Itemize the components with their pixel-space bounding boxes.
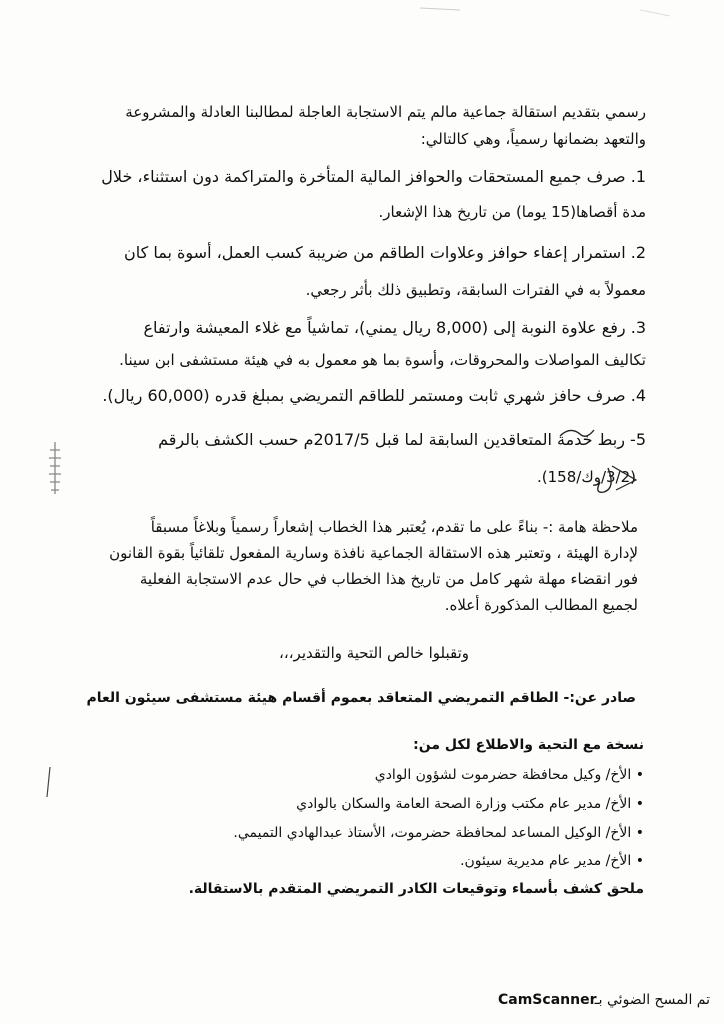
- demand-4-line-1: 4. صرف حافز شهري ثابت ومستمر للطاقم التمريضي بمبلغ قدره (60,000 ريال).: [102, 386, 646, 405]
- margin-tick-mark: [44, 765, 54, 805]
- cc-item-3: • الأخ/ الوكيل المساعد لمحافظة حضرموت، الأستاذ عبدالهادي التميمي.: [233, 825, 644, 841]
- camscanner-footer-brand: CamScanner: [498, 992, 597, 1008]
- demand-5-line-2: (3/2/وك/158).: [537, 468, 636, 486]
- demand-1-line-1: 1. صرف جميع المستحقات والحوافز المالية المتأخرة والمتراكمة دون استثناء، خلال: [101, 167, 646, 186]
- note-line-3: فور انقضاء مهلة شهر كامل من تاريخ هذا الخطاب في حال عدم الاستجابة الفعلية: [139, 570, 638, 588]
- note-line-2: لإدارة الهيئة ، وتعتبر هذه الاستقالة الجماعية نافذة وسارية المفعول تلقائياً بقوة القانون: [109, 544, 638, 562]
- intro-line-2: والتعهد بضمانها رسمياً، وهي كالتالي:: [420, 130, 646, 148]
- attachment-note: ملحق كشف بأسماء وتوقيعات الكادر التمريضي المتقدم بالاستقالة.: [188, 881, 644, 897]
- demand-2-line-2: معمولاً به في الفترات السابقة، وتطبيق ذلك بأثر رجعي.: [305, 281, 646, 299]
- cc-item-1: • الأخ/ وكيل محافظة حضرموت لشؤون الوادي: [374, 767, 644, 783]
- intro-line-1: رسمي بتقديم استقالة جماعية مالم يتم الاستجابة العاجلة لمطالبنا العادلة والمشروعة: [125, 103, 646, 121]
- cc-heading: نسخة مع التحية والاطلاع لكل من:: [413, 737, 644, 753]
- closing-line: وتقبلوا خالص التحية والتقدير،،،: [279, 644, 469, 662]
- note-line-1: ملاحظة هامة :- بناءً على ما تقدم، يُعتبر هذا الخطاب إشعاراً رسمياً وبلاغاً مسبقاً: [150, 518, 638, 536]
- note-line-4: لجميع المطالب المذكورة أعلاه.: [444, 596, 638, 614]
- demand-2-line-1: 2. استمرار إعفاء حوافز وعلاوات الطاقم من ضريبة كسب العمل، أسوة بما كان: [124, 243, 646, 262]
- margin-scan-smudge: [40, 440, 70, 500]
- cc-item-4: • الأخ/ مدير عام مديرية سيئون.: [460, 853, 644, 869]
- camscanner-footer-prefix: تم المسح الضوئي بـ: [594, 992, 710, 1008]
- issuer-line: صادر عن:- الطاقم التمريضي المتعاقد بعموم أقسام هيئة مستشفى سيئون العام: [86, 690, 636, 706]
- demand-5-line-1: 5- ربط خدمة المتعاقدين السابقة لما قبل 2017/5م حسب الكشف بالرقم: [158, 430, 646, 449]
- demand-3-line-2: تكاليف المواصلات والمحروقات، وأسوة بما هو معمول به في هيئة مستشفى ابن سينا.: [119, 351, 646, 369]
- cc-item-2: • الأخ/ مدير عام مكتب وزارة الصحة العامة والسكان بالوادي: [296, 796, 644, 812]
- demand-3-line-1: 3. رفع علاوة النوبة إلى (8,000 ريال يمني)، تماشياً مع غلاء المعيشة وارتفاع: [143, 318, 646, 337]
- demand-1-line-2: مدة أقصاها(15 يوما) من تاريخ هذا الإشعار.: [378, 203, 646, 221]
